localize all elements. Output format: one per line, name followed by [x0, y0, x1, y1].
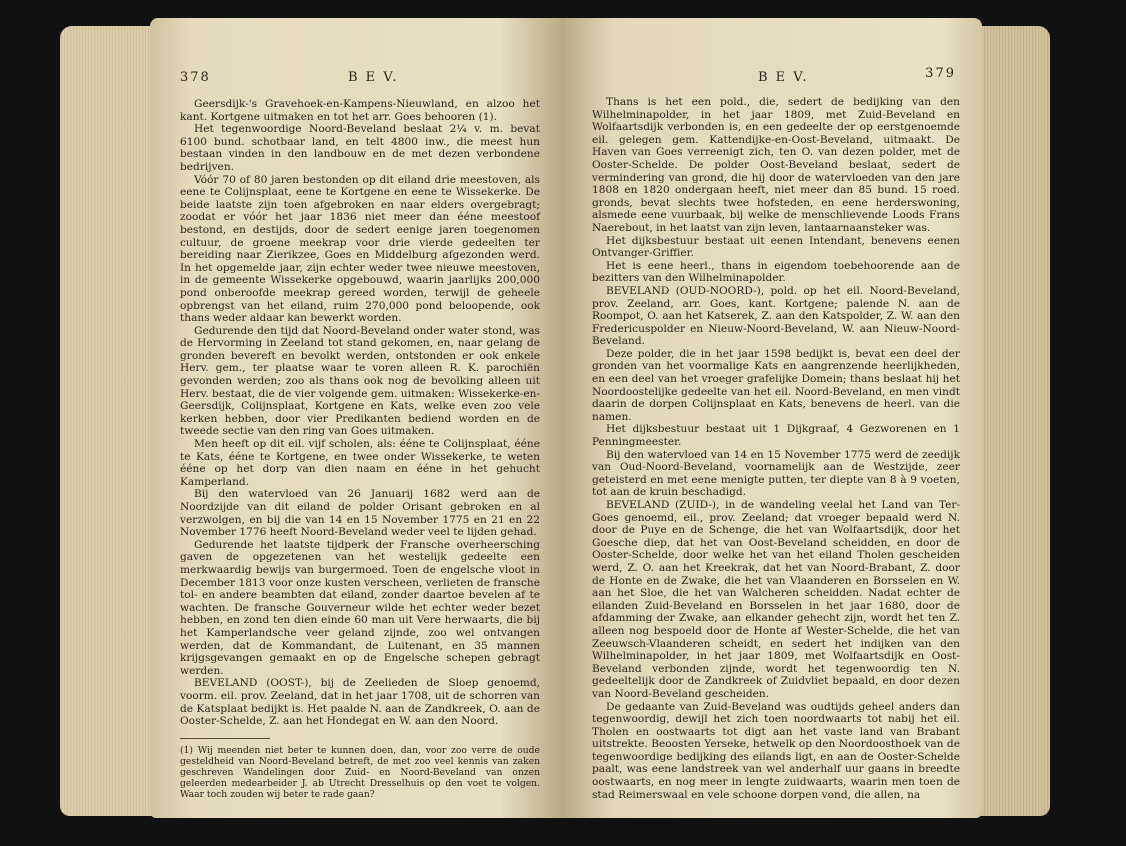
footnote-rule: [180, 738, 270, 739]
page-number: 379: [925, 66, 956, 81]
left-page-edges: [60, 26, 152, 816]
paragraph: De gedaante van Zuid-Beveland was oudtijds geheel anders dan tegenwoordig, dewijl het zich toen noordwaarts tot nabij het eil. Tholen en oostwaarts tot digt aan het vaste land van Brabant uitstrekte. Beoosten Yerseke, hetwelk op den Noordoosthoek van de tegenwoordige bedijking des eilands ligt, en aan de Ooster-Schelde paalt, was eene landstreek van wel anderhalf uur gaans in breedte oostwaarts, en nog meer in lengte zuidwaarts, waarin men toen de stad Reimerswaal en vele schoone dorpen vond, die allen, na: [592, 700, 960, 801]
running-head: B E V.: [758, 70, 809, 85]
paragraph: BEVELAND (OOST-), bij de Zeelieden de Sloep genoemd, voorm. eil. prov. Zeeland, dat in het jaar 1708, uit de schorren van de Katsplaat bedijkt is. Het paalde N. aan de Zandkreek, O. aan de Ooster-Schelde, Z. aan het Hondegat en W. aan den Noord.: [180, 677, 540, 728]
page-number: 378: [180, 70, 211, 85]
paragraph: BEVELAND (ZUID-), in de wandeling veelal het Land van Ter-Goes genoemd, eil., prov. Zeeland; dat vroeger bepaald werd N. door de Puye en de Schenge, die het van Wolfaartsdijk, door het Goesche diep, dat het van Oost-Beveland scheidden, en door de Ooster-Schelde, door welke het van het eiland Tholen gescheiden werd, Z. O. aan het Kreekrak, dat het van Noord-Brabant, Z. door de Honte en de Zwake, die het van Vlaanderen en Borsselen en W. aan het Sloe, die het van Walcheren scheidden. Nadat echter de eilanden Zuid-Beveland en Borsselen in het jaar 1680, door de afdamming der Zwake, aan elkander gehecht zijn, wordt het ten Z. alleen nog bespoeld door de Honte af Wester-Schelde, die het van Zeeuwsch-Vlaanderen scheidt, en sedert het indijken van den Wilhelminapolder, in het jaar 1809, met Wolfaartsdijk en Oost-Beveland verbonden zijnde, wordt het tegenwoordig ten N. gedeeltelijk door de Zandkreek of Zuidvliet bepaald, en door dezen van Noord-Beveland gescheiden.: [592, 499, 960, 700]
paragraph: Bij den watervloed van 14 en 15 November 1775 werd de zeedijk van Oud-Noord-Beveland, voornamelijk aan de Westzijde, zeer geteisterd en met eene menigte putten, ter diepte van 8 à 9 voeten, tot aan de kruin beschadigd.: [592, 448, 960, 499]
right-page: [562, 18, 982, 818]
right-page-edges: [980, 26, 1050, 816]
footnote: [180, 745, 540, 800]
paragraph: Men heeft op dit eil. vijf scholen, als: ééne te Colijnsplaat, ééne te Kats, ééne te Kortgene, en twee onder Wissekerke, te weten ééne op het dorp van dien naam en ééne in het gehucht Kamperland.: [180, 438, 540, 488]
paragraph: Bij den watervloed van 26 Januarij 1682 werd aan de Noordzijde van dit eiland de polder Orisant gebroken en al verzwolgen, en bij die van 14 en 15 November 1775 en 21 en 22 November 1776 heeft Noord-Beveland weder veel te lijden gehad.: [180, 488, 540, 539]
paragraph: Het tegenwoordige Noord-Beveland beslaat 2¼ v. m. bevat 6100 bund. schotbaar land, en telt 4800 inw., die meest hun bestaan vinden in den landbouw en de met dezen verbondene bedrijven.: [180, 123, 540, 173]
paragraph: Gedurende den tijd dat Noord-Beveland onder water stond, was de Hervorming in Zeeland tot stand gekomen, en, naar gelang de gronden bevereft en bevolkt werden, ontstonden er ook enkele Herv. gem., ter plaatse waar te voren alleen R. K. parochiën gevonden werden; zoo als thans ook nog de bevolking alleen uit Herv. bestaat, die de vier volgende gem. uitmaken: Wissekerke-en-Geersdijk, Colijnsplaat, Kortgene en Kats, welke even zoo vele kerken hebben, door vier Predikanten bediend worden en de tweede sectie van den ring van Goes uitmaken.: [180, 324, 540, 438]
running-head: B E V.: [348, 70, 399, 85]
left-page-text: [180, 98, 540, 800]
footnote-text: (1) Wij meenden niet beter te kunnen doen, dan, voor zoo verre de oude gesteldheid van Noord-Beveland betreft, de met zoo veel kennis van zaken geschreven Wandelingen door Zuid- en Noord-Beveland van onzen geleerden medearbeider J. ab Utrecht Dresselhuis op den voet te volgen. Waar toch zouden wij beter te rade gaan?: [180, 744, 540, 800]
paragraph: BEVELAND (OUD-NOORD-), pold. op het eil. Noord-Beveland, prov. Zeeland, arr. Goes, kant. Kortgene; palende N. aan de Roompot, O. aan het Katserek, Z. aan den Katspolder, Z. W. aan den Fredericuspolder en Nieuw-Noord-Beveland, W. aan Nieuw-Noord-Beveland.: [592, 284, 960, 348]
paragraph: Het is eene heerl., thans in eigendom toebehoorende aan de bezitters van den Wilhelminapolder.: [592, 259, 960, 285]
paragraph: Thans is het een pold., die, sedert de bedijking van den Wilhelminapolder, in het jaar 1809, met Zuid-Beveland en Wolfaartsdijk verbonden is, en een gedeelte der op eerstgenoemde eil. gelegen gem. Kattendijke-en-Oost-Beveland, uitmaakt. De Haven van Goes verreenigt zich, ten O. van dezen polder, met de Ooster-Schelde. De polder Oost-Beveland beslaat, sedert de vermindering van grond, die hij door de watervloeden van den jare 1808 en 1820 ondergaan heeft, niet meer dan 85 bund. 15 roed. gronds, bevat slechts twee hofsteden, en eene herderswoning, alsmede eene vuurbaak, bij welke de menschlievende Loods Frans Naerebout, in het laatst van zijn leven, lantaarnaansteker was.: [592, 96, 960, 234]
paragraph: Geersdijk-'s Gravehoek-en-Kampens-Nieuwland, en alzoo het kant. Kortgene uitmaken en tot het arr. Goes behooren (1).: [180, 98, 540, 123]
paragraph: Het dijksbestuur bestaat uit 1 Dijkgraaf, 4 Gezworenen en 1 Penningmeester.: [592, 423, 960, 449]
paragraph: Deze polder, die in het jaar 1598 bedijkt is, bevat een deel der gronden van het voormalige Kats en aangrenzende heerlijkheden, en een deel van het vroeger grafelijke Domein; thans beslaat hij het Noordoostelijke gedeelte van het eil. Noord-Beveland, en men vindt daarin de dorpen Colijnsplaat en Kats, benevens de heerl. van die namen.: [592, 347, 960, 423]
paragraph: Gedurende het laatste tijdperk der Fransche overheersching gaven de opgezetenen van het westelijk gedeelte een merkwaardig bewijs van burgermoed. Toen de engelsche vloot in December 1813 voor onze kusten verscheen, verlieten de fransche tol- en andere beambten dat eiland, zonder daartoe bevelen af te wachten. De fransche Gouverneur wilde het echter weder bezet hebben, en zond ten dien einde 60 man uit Vere herwaarts, die bij het Kamperlandsche veer geland zijnde, zoo wel ontvangen werden, dat de Kommandant, de Luitenant, en 35 mannen krijgsgevangen gemaakt en op de Engelsche schepen gebragt werden.: [180, 538, 540, 677]
paragraph: Het dijksbestuur bestaat uit eenen Intendant, benevens eenen Ontvanger-Griffier.: [592, 234, 960, 260]
right-page-text: [592, 96, 960, 801]
left-page: [150, 18, 562, 818]
paragraph: Vóór 70 of 80 jaren bestonden op dit eiland drie meestoven, als eene te Colijnsplaat, eene te Kortgene en eene te Wissekerke. De beide laatste zijn toen afgebroken en naar elders overgebragt; zoodat er vóór het jaar 1836 niet meer dan ééne meestoof bestond, en destijds, door de sedert eenige jaren toegenomen cultuur, de groene meekrap voor drie vierde gedeelten ter bereiding naar Zierikzee, Goes en Middelburg afgezonden werd. In het opgemelde jaar, zijn echter weder twee nieuwe meestoven, in de gemeente Wissekerke opgebouwd, waarin jaarlijks 200,000 pond onberoofde meekrap gereed worden, terwijl de geheele opbrengst van het eiland, ruim 270,000 pond beloopende, ook thans weder aldaar kan bewerkt worden.: [180, 173, 540, 325]
